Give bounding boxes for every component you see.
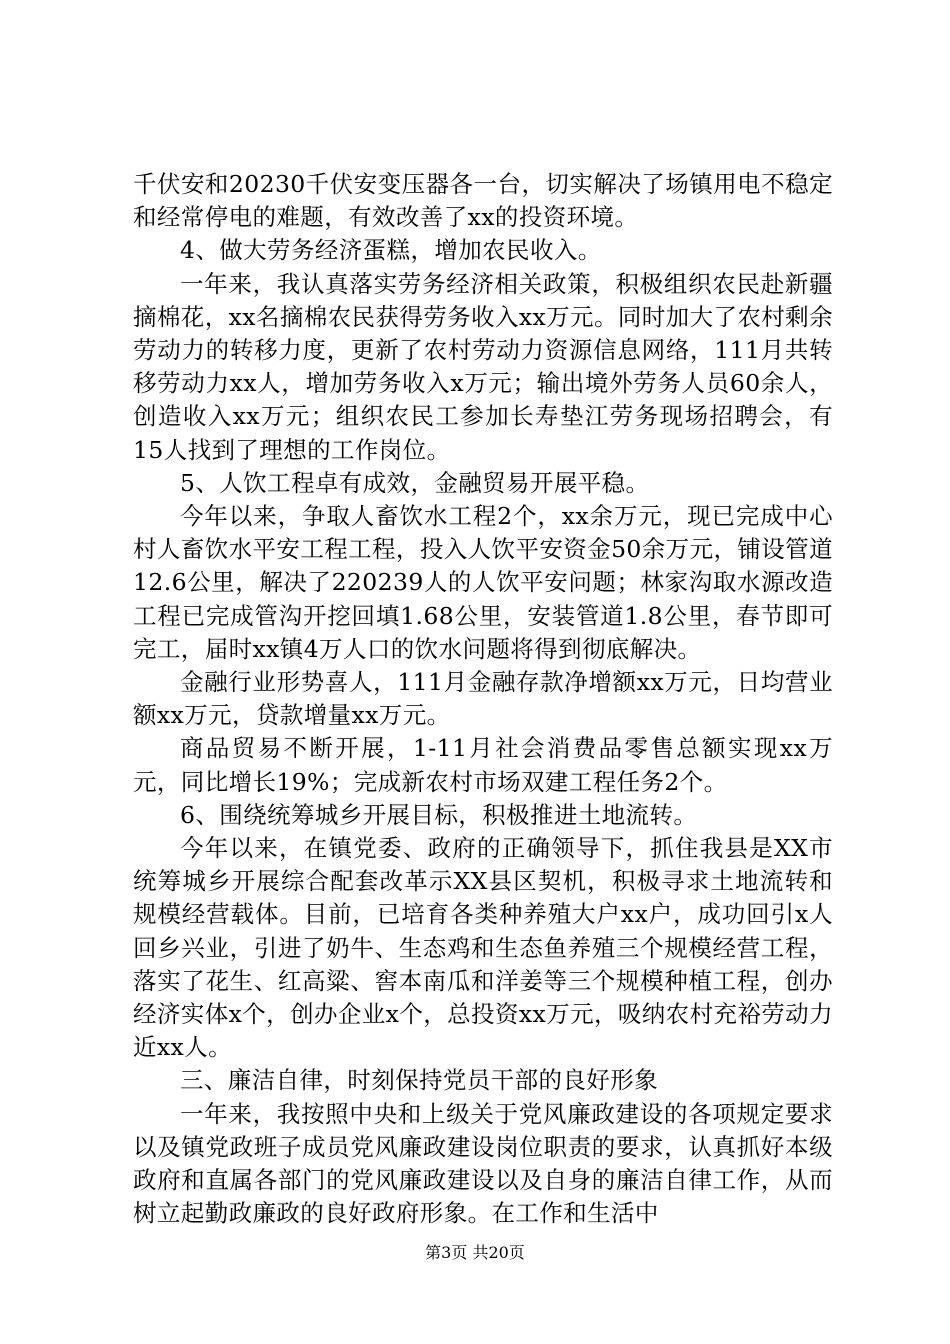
paragraph-6: 金融行业形势喜人，111月金融存款净增额xx万元，日均营业额xx万元，贷款增量xx万元。 [133, 668, 833, 730]
paragraph-11: 一年来，我按照中央和上级关于党风廉政建设的各项规定要求以及镇党政班子成员党风廉政建设岗位职责的要求，认真抓好本级政府和直属各部门的党风廉政建设以及自身的廉洁自律工作，从而树立起勤政廉政的良好政府形象。在工作和生活中 [133, 1099, 833, 1228]
paragraph-5: 今年以来，争取人畜饮水工程2个，xx余万元，现已完成中心村人畜饮水平安工程工程，投入人饮平安资金50余万元，铺设管道12.6公里，解决了220239人的人饮平安问题；林家沟取水源改造工程已完成管沟开挖回填1.68公里，安装管道1.8公里，春节即可完工，届时xx镇4万人口的饮水问题将得到彻底解决。 [133, 502, 833, 663]
document-body [133, 168, 833, 1231]
paragraph-4-heading: 5、人饮工程卓有成效，金融贸易开展平稳。 [180, 468, 650, 497]
paragraph-8-heading: 6、围绕统筹城乡开展目标，积极推进土地流转。 [180, 800, 698, 829]
paragraph-2-heading: 4、做大劳务经济蛋糕，增加农民收入。 [180, 236, 602, 265]
paragraph-1: 千伏安和20230千伏安变压器各一台，切实解决了场镇用电不稳定和经常停电的难题，有效改善了xx的投资环境。 [133, 170, 833, 232]
page-number-label: 第3页 共20页 [425, 1243, 525, 1262]
paragraph-7: 商品贸易不断开展，1-11月社会消费品零售总额实现xx万元，同比增长19%；完成新农村市场双建工程任务2个。 [133, 734, 833, 796]
paragraph-3: 一年来，我认真落实劳务经济相关政策，积极组织农民赴新疆摘棉花，xx名摘棉农民获得劳务收入xx万元。同时加大了农村剩余劳动力的转移力度，更新了农村劳动力资源信息网络，111月共转移劳动力xx人，增加劳务收入x万元；输出境外劳务人员60余人，创造收入xx万元；组织农民工参加长寿垫江劳务现场招聘会，有15人找到了理想的工作岗位。 [133, 269, 833, 464]
paragraph-9: 今年以来，在镇党委、政府的正确领导下，抓住我县是XX市统筹城乡开展综合配套改革示XX县区契机，积极寻求土地流转和规模经营载体。目前，已培育各类种养殖大户xx户，成功回引x人回乡兴业，引进了奶牛、生态鸡和生态鱼养殖三个规模经营工程，落实了花生、红高粱、窖本南瓜和洋姜等三个规模种植工程，创办经济实体x个，创办企业x个，总投资xx万元，吸纳农村充裕劳动力近xx人。 [133, 834, 833, 1062]
paragraph-10-heading: 三、廉洁自律，时刻保持党员干部的良好形象 [180, 1066, 658, 1095]
page-footer [0, 1243, 950, 1263]
